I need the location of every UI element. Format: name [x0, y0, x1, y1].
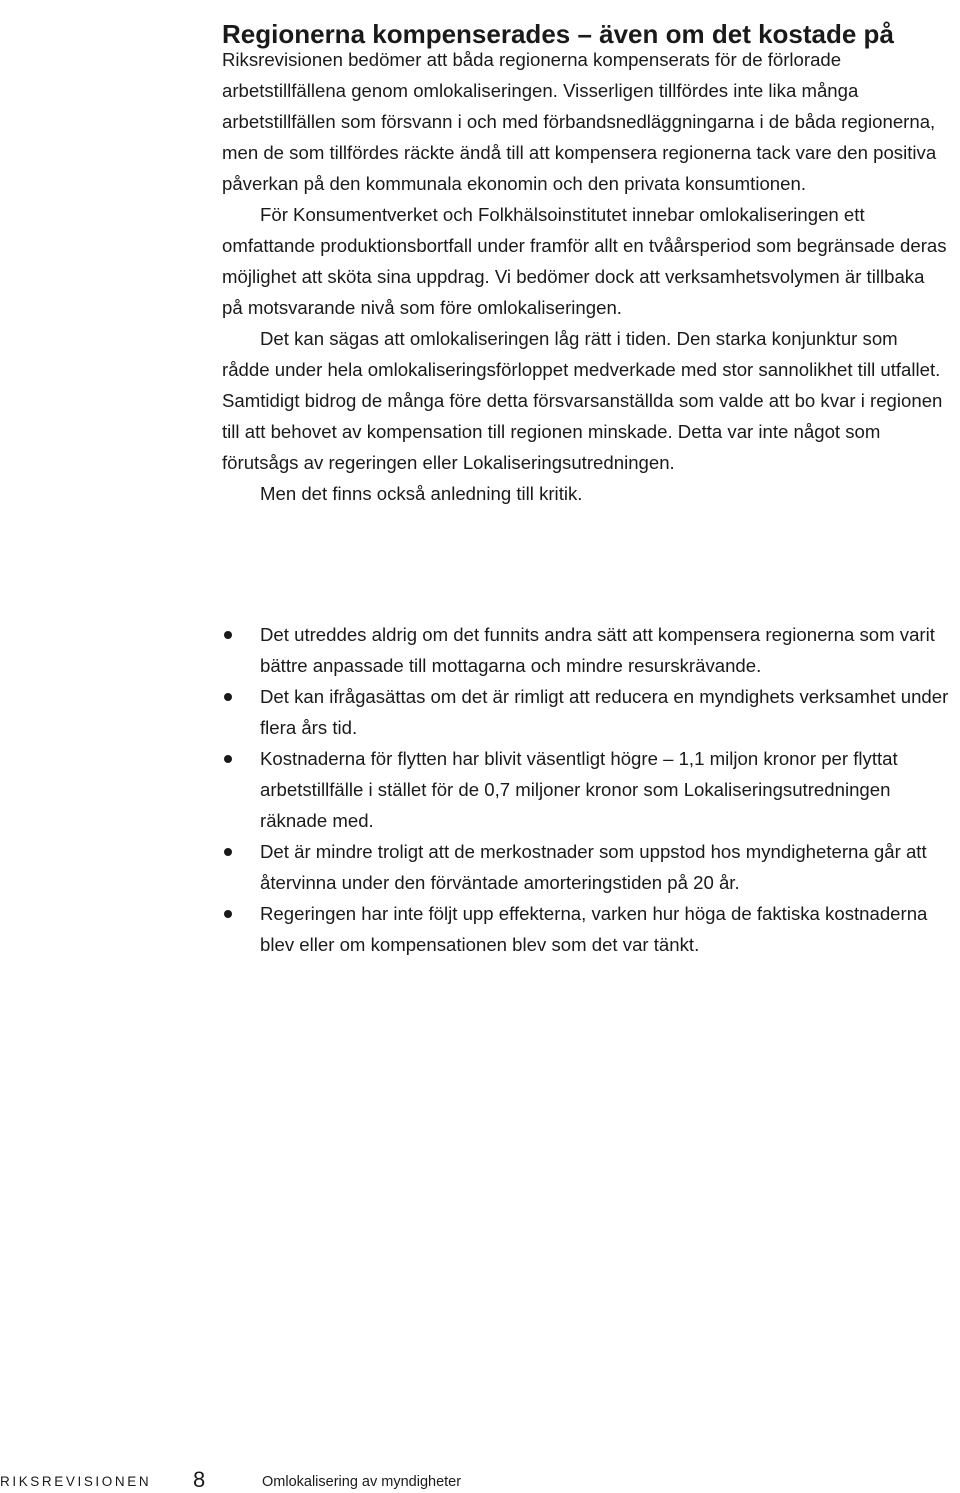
- list-item-text: Det utreddes aldrig om det funnits andra sätt att kompensera regionerna som varit bättre anpassade till mottagarna och mindre resurskrävande.: [260, 624, 935, 676]
- paragraph: För Konsumentverket och Folkhälsoinstitutet innebar omlokaliseringen ett omfattande produktionsbortfall under framför allt en tvåårsperiod som begränsade deras möjlighet att sköta sina uppdrag. Vi bedömer dock att verksamhetsvolymen är tillbaka på motsvarande nivå som före omlokaliseringen.: [222, 204, 947, 318]
- page-number: 8: [193, 1467, 206, 1492]
- paragraph: Riksrevisionen bedömer att båda regionerna kompenserats för de förlorade arbetstillfällena genom omlokaliseringen. Visserligen tillfördes inte lika många arbetstillfällen som försvann i och med förbandsnedläggningarna i de båda regionerna, men de som tillfördes räckte ändå till att kompensera regionerna tack vare den positiva påverkan på den kommunala ekonomin och den privata konsumtionen.: [222, 49, 937, 194]
- list-item-text: Det är mindre troligt att de merkostnader som uppstod hos myndigheterna går att återvinna under den förväntade amorteringstiden på 20 år.: [260, 841, 927, 893]
- bullet-icon: [224, 755, 232, 763]
- list-item-text: Kostnaderna för flytten har blivit väsentligt högre – 1,1 miljon kronor per flyttat arbetstillfälle i stället för de 0,7 miljoner kronor som Lokaliseringsutredningen räknade med.: [260, 748, 898, 831]
- list-item: [222, 619, 958, 681]
- criticism-list: [222, 619, 958, 960]
- paragraph: Det kan sägas att omlokaliseringen låg rätt i tiden. Den starka konjunktur som rådde under hela omlokaliseringsförloppet medverkade med stor sannolikhet till utfallet. Samtidigt bidrog de många före detta försvarsanställda som valde att bo kvar i regionen till att behovet av kompensation till regionen minskade. Detta var inte något som förutsågs av regeringen eller Lokaliseringsutredningen.: [222, 328, 943, 473]
- paragraph: Men det finns också anledning till kritik.: [260, 483, 583, 504]
- section-heading: Regionerna kompenserades – även om det kostade på: [222, 19, 894, 50]
- bullet-icon: [224, 910, 232, 918]
- list-item: [222, 836, 958, 898]
- list-item: [222, 743, 958, 836]
- bullet-icon: [224, 631, 232, 639]
- list-item: [222, 898, 958, 960]
- body-text: [222, 44, 950, 509]
- footer-brand: RIKSREVISIONEN: [0, 1474, 152, 1489]
- list-item: [222, 681, 958, 743]
- bullet-icon: [224, 848, 232, 856]
- list-item-text: Det kan ifrågasättas om det är rimligt att reducera en myndighets verksamhet under flera års tid.: [260, 686, 949, 738]
- page-footer: [0, 1468, 960, 1493]
- list-item-text: Regeringen har inte följt upp effekterna, varken hur höga de faktiska kostnaderna blev eller om kompensationen blev som det var tänkt.: [260, 903, 928, 955]
- footer-title: Omlokalisering av myndigheter: [262, 1474, 462, 1490]
- bullet-icon: [224, 693, 232, 701]
